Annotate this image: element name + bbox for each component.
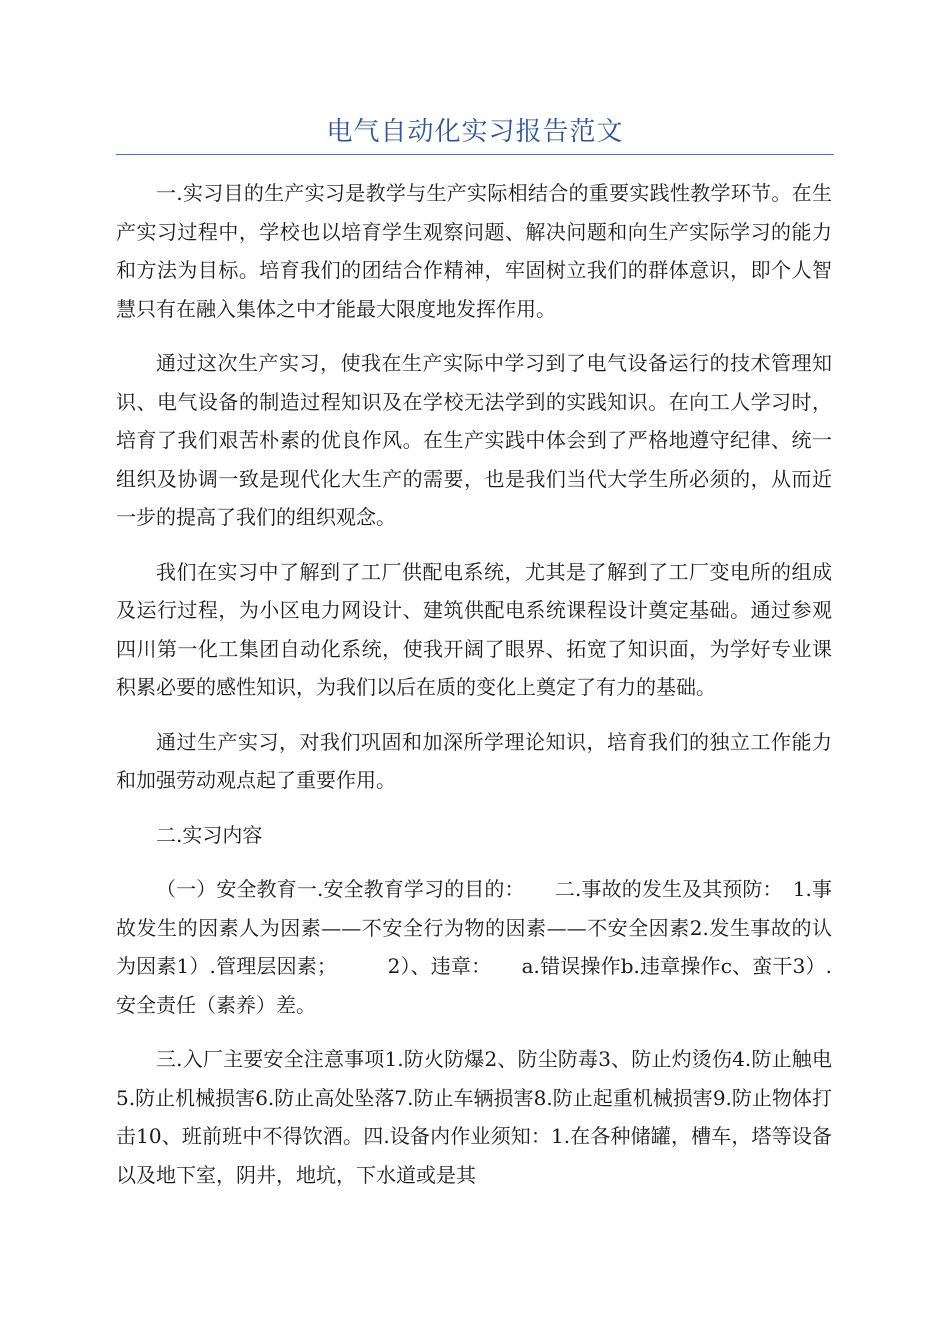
title-underline: [116, 154, 834, 155]
paragraph-purpose: 一.实习目的生产实习是教学与生产实际相结合的重要实践性教学环节。在生产实习过程中，学校也以培育学生观察问题、解决问题和向生产实际学习的能力和方法为目标。培育我们的团结合作精神，牢固树立我们的群体意识，即个人智慧只有在融入集体之中才能最大限度地发挥作用。: [116, 181, 832, 321]
paragraph-summary: 通过生产实习，对我们巩固和加深所学理论知识，培育我们的独立工作能力和加强劳动观点起了重要作用。: [116, 729, 832, 792]
section-heading-content: 二.实习内容: [156, 822, 263, 847]
document-title: 电气自动化实习报告范文: [326, 117, 624, 147]
paragraph-safety-notes: 三.入厂主要安全注意事项1.防火防爆2、防尘防毒3、防止灼烫伤4.防止触电5.防止机械损害6.防止高处坠落7.防止车辆损害8.防止起重机械损害9.防止物体打击10、班前班中不得饮酒。四.设备内作业须知：1.在各种储罐，槽车，塔等设备以及地下室，阴井，地坑，下水道或是其: [116, 1047, 832, 1187]
paragraph-experience: 通过这次生产实习，使我在生产实际中学习到了电气设备运行的技术管理知识、电气设备的制造过程知识及在学校无法学到的实践知识。在向工人学习时，培育了我们艰苦朴素的优良作风。在生产实践中体会到了严格地遵守纪律、统一组织及协调一致是现代化大生产的需要，也是我们当代大学生所必须的，从而近一步的提高了我们的组织观念。: [116, 351, 832, 529]
paragraph-safety-education: （一）安全教育一.安全教育学习的目的： 二.事故的发生及其预防： 1.事故发生的因素人为因素——不安全行为物的因素——不安全因素2.发生事故的认为因素1）.管理层因素； 2）、违章： a.错误操作b.违章操作c、蛮干3）.安全责任（素养）差。: [116, 877, 832, 1017]
document-body: [116, 174, 832, 1210]
paragraph-power-system: 我们在实习中了解到了工厂供配电系统，尤其是了解到了工厂变电所的组成及运行过程，为小区电力网设计、建筑供配电系统课程设计奠定基础。通过参观四川第一化工集团自动化系统，使我开阔了眼界、拓宽了知识面，为学好专业课积累必要的感性知识，为我们以后在质的变化上奠定了有力的基础。: [116, 559, 832, 699]
